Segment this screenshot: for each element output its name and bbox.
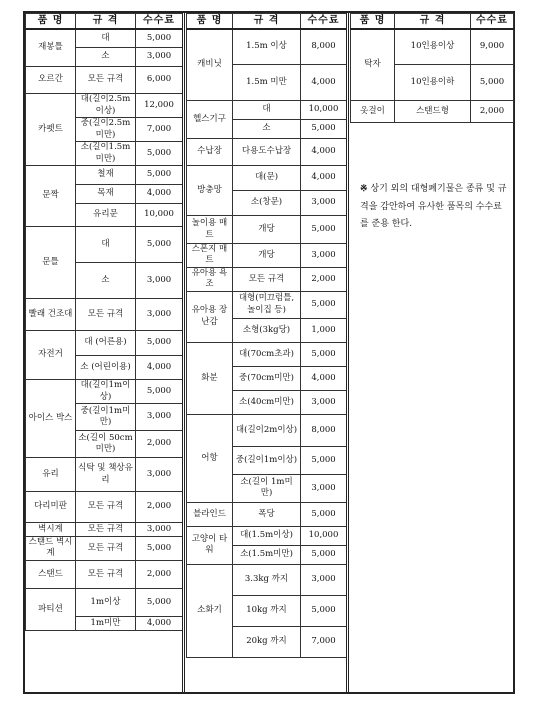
item-spec: 대(문)	[233, 166, 301, 191]
column-3	[350, 13, 513, 692]
header-name: 품 명	[26, 14, 76, 29]
item-fee: 2,000	[136, 560, 183, 588]
table-row	[187, 29, 347, 65]
item-fee: 5,000	[301, 502, 347, 526]
item-spec: 모든 규격	[233, 267, 301, 291]
item-spec: 20kg 까지	[233, 626, 301, 657]
table-row	[26, 94, 183, 118]
table-row	[26, 227, 183, 263]
item-name: 놀이용 매트	[187, 216, 233, 244]
item-fee: 5,000	[136, 166, 183, 185]
header-name: 품 명	[351, 14, 395, 29]
table-row	[26, 380, 183, 404]
item-fee: 12,000	[136, 94, 183, 118]
item-spec: 철재	[76, 166, 136, 185]
footnote	[360, 181, 510, 234]
item-spec: 중(70cm미만)	[233, 366, 301, 390]
table-row	[187, 166, 347, 191]
item-name: 블라인드	[187, 502, 233, 526]
item-name: 재봉틀	[26, 29, 76, 67]
item-spec: 10kg 까지	[233, 595, 301, 626]
item-fee: 10,000	[301, 101, 347, 120]
item-spec: 모든 규격	[76, 560, 136, 588]
item-name: 유아용 욕조	[187, 267, 233, 291]
table-row	[187, 414, 347, 446]
item-fee: 5,000	[136, 588, 183, 616]
item-spec: 다용도수납장	[233, 139, 301, 166]
header-fee: 수수료	[471, 14, 514, 29]
item-fee: 2,000	[136, 431, 183, 458]
item-name: 캐비닛	[187, 29, 233, 101]
note-text: 상기 외의 대형폐기물은 종류 및 규격을 감안하여 유사한 품목의 수수료를 준용 한다.	[360, 184, 507, 230]
item-fee: 5,000	[301, 342, 347, 366]
item-fee: 3,000	[136, 404, 183, 431]
item-fee: 5,000	[301, 216, 347, 244]
item-spec: 모든 규격	[76, 299, 136, 331]
column-divider	[346, 13, 349, 692]
item-name: 소화기	[187, 564, 233, 657]
item-name: 아이스 박스	[26, 380, 76, 458]
item-fee: 10,000	[136, 204, 183, 227]
item-spec: 모든 규격	[76, 537, 136, 561]
fee-table-3	[350, 13, 514, 123]
table-row	[187, 564, 347, 595]
table-row	[351, 101, 514, 123]
item-name: 다리미판	[26, 492, 76, 523]
item-spec: 목재	[76, 185, 136, 204]
item-fee: 4,000	[136, 356, 183, 380]
item-name: 화분	[187, 342, 233, 414]
item-spec: 개당	[233, 216, 301, 244]
item-spec: 소 (어린이용)	[76, 356, 136, 380]
item-fee: 5,000	[136, 142, 183, 166]
item-fee: 4,000	[301, 366, 347, 390]
item-fee: 7,000	[136, 118, 183, 142]
item-fee: 7,000	[301, 626, 347, 657]
item-spec: 스탠드형	[395, 101, 471, 123]
item-fee: 2,000	[136, 492, 183, 523]
table-row	[26, 588, 183, 616]
item-name: 수납장	[187, 139, 233, 166]
item-name: 스탠드	[26, 560, 76, 588]
item-fee: 3,000	[136, 299, 183, 331]
item-spec: 식탁 및 책상유리	[76, 458, 136, 492]
item-fee: 6,000	[136, 67, 183, 94]
item-spec: 소(창문)	[233, 191, 301, 216]
item-spec: 소(1.5m미만)	[233, 545, 301, 564]
item-spec: 대 (어른용)	[76, 331, 136, 356]
header-name: 품 명	[187, 14, 233, 29]
header-fee: 수수료	[136, 14, 183, 29]
item-name: 유아용 장난감	[187, 291, 233, 342]
item-spec: 대	[76, 29, 136, 48]
item-fee: 4,000	[301, 65, 347, 101]
item-spec: 유리문	[76, 204, 136, 227]
table-row	[26, 458, 183, 492]
item-name: 헬스기구	[187, 101, 233, 139]
item-spec: 개당	[233, 244, 301, 268]
item-name: 문틀	[26, 227, 76, 299]
item-spec: 모든 규격	[76, 492, 136, 523]
item-name: 어항	[187, 414, 233, 502]
item-spec: 1m이상	[76, 588, 136, 616]
item-fee: 3,000	[136, 48, 183, 67]
table-row	[26, 166, 183, 185]
item-spec: 1.5m 이상	[233, 29, 301, 65]
item-name: 스탠드 벽시계	[26, 537, 76, 561]
item-spec: 대형(미끄럼틀, 놀이집 등)	[233, 291, 301, 318]
item-spec: 1.5m 미만	[233, 65, 301, 101]
item-spec: 중(길이2.5m미만)	[76, 118, 136, 142]
header-spec: 규 격	[76, 14, 136, 29]
fee-table-2	[186, 13, 347, 658]
item-name: 옷걸이	[351, 101, 395, 123]
item-spec: 소(길이 50cm미만)	[76, 431, 136, 458]
item-fee: 5,000	[136, 380, 183, 404]
item-fee: 3,000	[301, 244, 347, 268]
item-fee: 5,000	[136, 537, 183, 561]
item-spec: 1m미만	[76, 616, 136, 630]
table-row	[187, 244, 347, 268]
item-fee: 4,000	[136, 185, 183, 204]
table-row	[26, 331, 183, 356]
table-row	[187, 526, 347, 545]
item-fee: 5,000	[136, 331, 183, 356]
fee-table-1	[25, 13, 183, 631]
column-divider	[182, 13, 185, 692]
table-row	[351, 29, 514, 65]
fee-table-sheet	[23, 11, 515, 694]
item-fee: 5,000	[301, 446, 347, 474]
item-spec: 소(길이 1m미만)	[233, 474, 301, 502]
item-name: 고양이 타워	[187, 526, 233, 564]
item-name: 문짝	[26, 166, 76, 227]
item-name: 스폰지 매트	[187, 244, 233, 268]
item-fee: 3,000	[301, 390, 347, 414]
item-name: 탁자	[351, 29, 395, 101]
item-fee: 5,000	[136, 227, 183, 263]
item-fee: 3,000	[136, 263, 183, 299]
item-fee: 5,000	[136, 29, 183, 48]
table-row	[187, 216, 347, 244]
item-fee: 5,000	[301, 120, 347, 139]
item-spec: 소형(3kg당)	[233, 318, 301, 342]
item-name: 빨래 건조대	[26, 299, 76, 331]
table-row	[26, 492, 183, 523]
item-fee: 1,000	[301, 318, 347, 342]
item-spec: 대	[76, 227, 136, 263]
item-spec: 소	[233, 120, 301, 139]
item-spec: 3.3kg 까지	[233, 564, 301, 595]
table-row	[187, 101, 347, 120]
item-name: 유리	[26, 458, 76, 492]
table-row	[26, 523, 183, 537]
item-fee: 5,000	[301, 595, 347, 626]
item-fee: 4,000	[136, 616, 183, 630]
table-row	[187, 291, 347, 318]
item-spec: 소	[76, 48, 136, 67]
item-fee: 3,000	[301, 474, 347, 502]
item-name: 벽시계	[26, 523, 76, 537]
item-fee: 2,000	[471, 101, 514, 123]
item-fee: 8,000	[301, 29, 347, 65]
item-spec: 소(길이1.5m미만)	[76, 142, 136, 166]
item-spec: 중(길이1m이상)	[233, 446, 301, 474]
item-fee: 4,000	[301, 139, 347, 166]
header-fee: 수수료	[301, 14, 347, 29]
item-name: 자전거	[26, 331, 76, 380]
item-spec: 대	[233, 101, 301, 120]
item-spec: 소	[76, 263, 136, 299]
item-fee: 3,000	[136, 458, 183, 492]
item-spec: 대(70cm초과)	[233, 342, 301, 366]
item-fee: 5,000	[301, 291, 347, 318]
item-spec: 대(길이2m이상)	[233, 414, 301, 446]
item-spec: 대(1.5m이상)	[233, 526, 301, 545]
item-spec: 대(길이1m이상)	[76, 380, 136, 404]
item-spec: 10인용이하	[395, 65, 471, 101]
table-row	[187, 267, 347, 291]
item-fee: 2,000	[301, 267, 347, 291]
item-name: 파티션	[26, 588, 76, 630]
header-spec: 규 격	[233, 14, 301, 29]
column-1	[25, 13, 182, 692]
header-spec: 규 격	[395, 14, 471, 29]
item-fee: 5,000	[301, 545, 347, 564]
note-mark: ※	[360, 184, 368, 194]
item-fee: 3,000	[301, 191, 347, 216]
table-row	[26, 560, 183, 588]
item-name: 카펫트	[26, 94, 76, 166]
table-row	[187, 342, 347, 366]
table-row	[26, 537, 183, 561]
item-spec: 대(길이2.5m이상)	[76, 94, 136, 118]
item-fee: 3,000	[136, 523, 183, 537]
item-spec: 폭당	[233, 502, 301, 526]
item-spec: 모든 규격	[76, 523, 136, 537]
item-fee: 3,000	[301, 564, 347, 595]
item-spec: 소(40cm미만)	[233, 390, 301, 414]
table-row	[26, 67, 183, 94]
column-2	[186, 13, 346, 692]
item-fee: 4,000	[301, 166, 347, 191]
item-fee: 9,000	[471, 29, 514, 65]
table-row	[187, 502, 347, 526]
table-row	[26, 299, 183, 331]
item-spec: 중(길이1m미만)	[76, 404, 136, 431]
table-row	[26, 29, 183, 48]
item-fee: 10,000	[301, 526, 347, 545]
table-row	[187, 139, 347, 166]
item-spec: 모든 규격	[76, 67, 136, 94]
item-spec: 10인용이상	[395, 29, 471, 65]
item-name: 방충망	[187, 166, 233, 216]
item-fee: 5,000	[471, 65, 514, 101]
item-fee: 8,000	[301, 414, 347, 446]
item-name: 오르간	[26, 67, 76, 94]
